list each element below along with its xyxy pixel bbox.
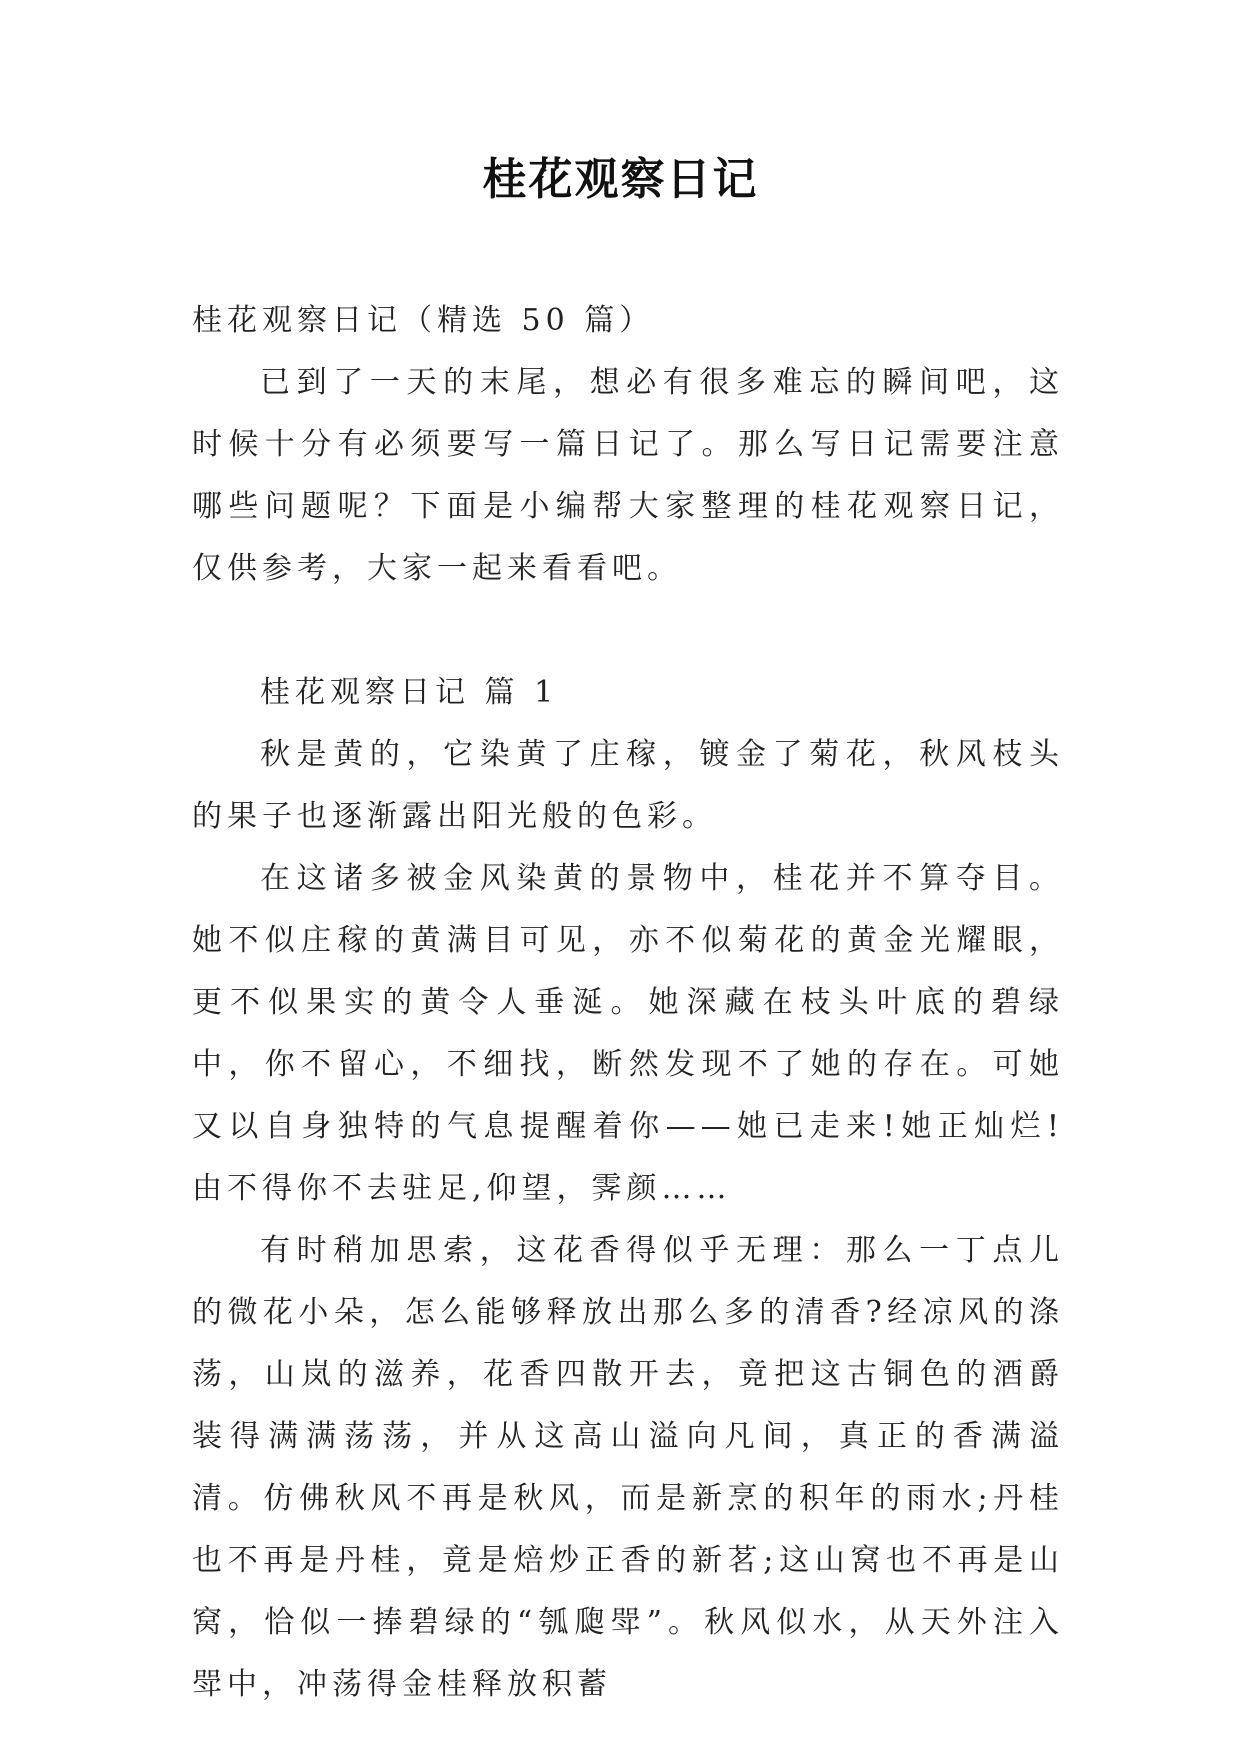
body-paragraph: 有时稍加思索，这花香得似乎无理：那么一丁点儿的微花小朵，怎么能够释放出那么多的清香?经凉风的涤荡，山岚的滋养，花香四散开去，竟把这古铜色的酒爵装得满满荡荡，并从这高山溢向凡间，真正的香满溢清。仿佛秋风不再是秋风，而是新烹的积年的雨水;丹桂也不再是丹桂，竟是焙炒正香的新茗;这山窝也不再是山窝，恰似一捧碧绿的“瓠瓟斝”。秋风似水，从天外注入斝中，冲荡得金桂释放积蓄 [192, 1233, 1064, 1702]
document-subtitle: 桂花观察日记（精选 50 篇） [192, 303, 655, 338]
section-spacer [192, 600, 1064, 662]
body-paragraph: 在这诸多被金风染黄的景物中，桂花并不算夺目。她不似庄稼的黄满目可见，亦不似菊花的黄金光耀眼，更不似果实的黄令人垂涎。她深藏在枝头叶底的碧绿中，你不留心，不细找，断然发现不了她的存在。可她又以自身独特的气息提醒着你——她已走来!她正灿烂!由不得你不去驻足,仰望，霁颜…… [192, 861, 1064, 1206]
section-heading: 桂花观察日记 篇 1 [260, 675, 559, 710]
body-paragraph: 秋是黄的，它染黄了庄稼，镀金了菊花，秋风枝头的果子也逐渐露出阳光般的色彩。 [192, 737, 1064, 834]
document-title: 桂花观察日记 [482, 154, 759, 205]
intro-paragraph: 已到了一天的末尾，想必有很多难忘的瞬间吧，这时候十分有必须要写一篇日记了。那么写日记需要注意哪些问题呢？下面是小编帮大家整理的桂花观察日记，仅供参考，大家一起来看看吧。 [192, 365, 1064, 586]
document-body [192, 290, 1064, 1716]
